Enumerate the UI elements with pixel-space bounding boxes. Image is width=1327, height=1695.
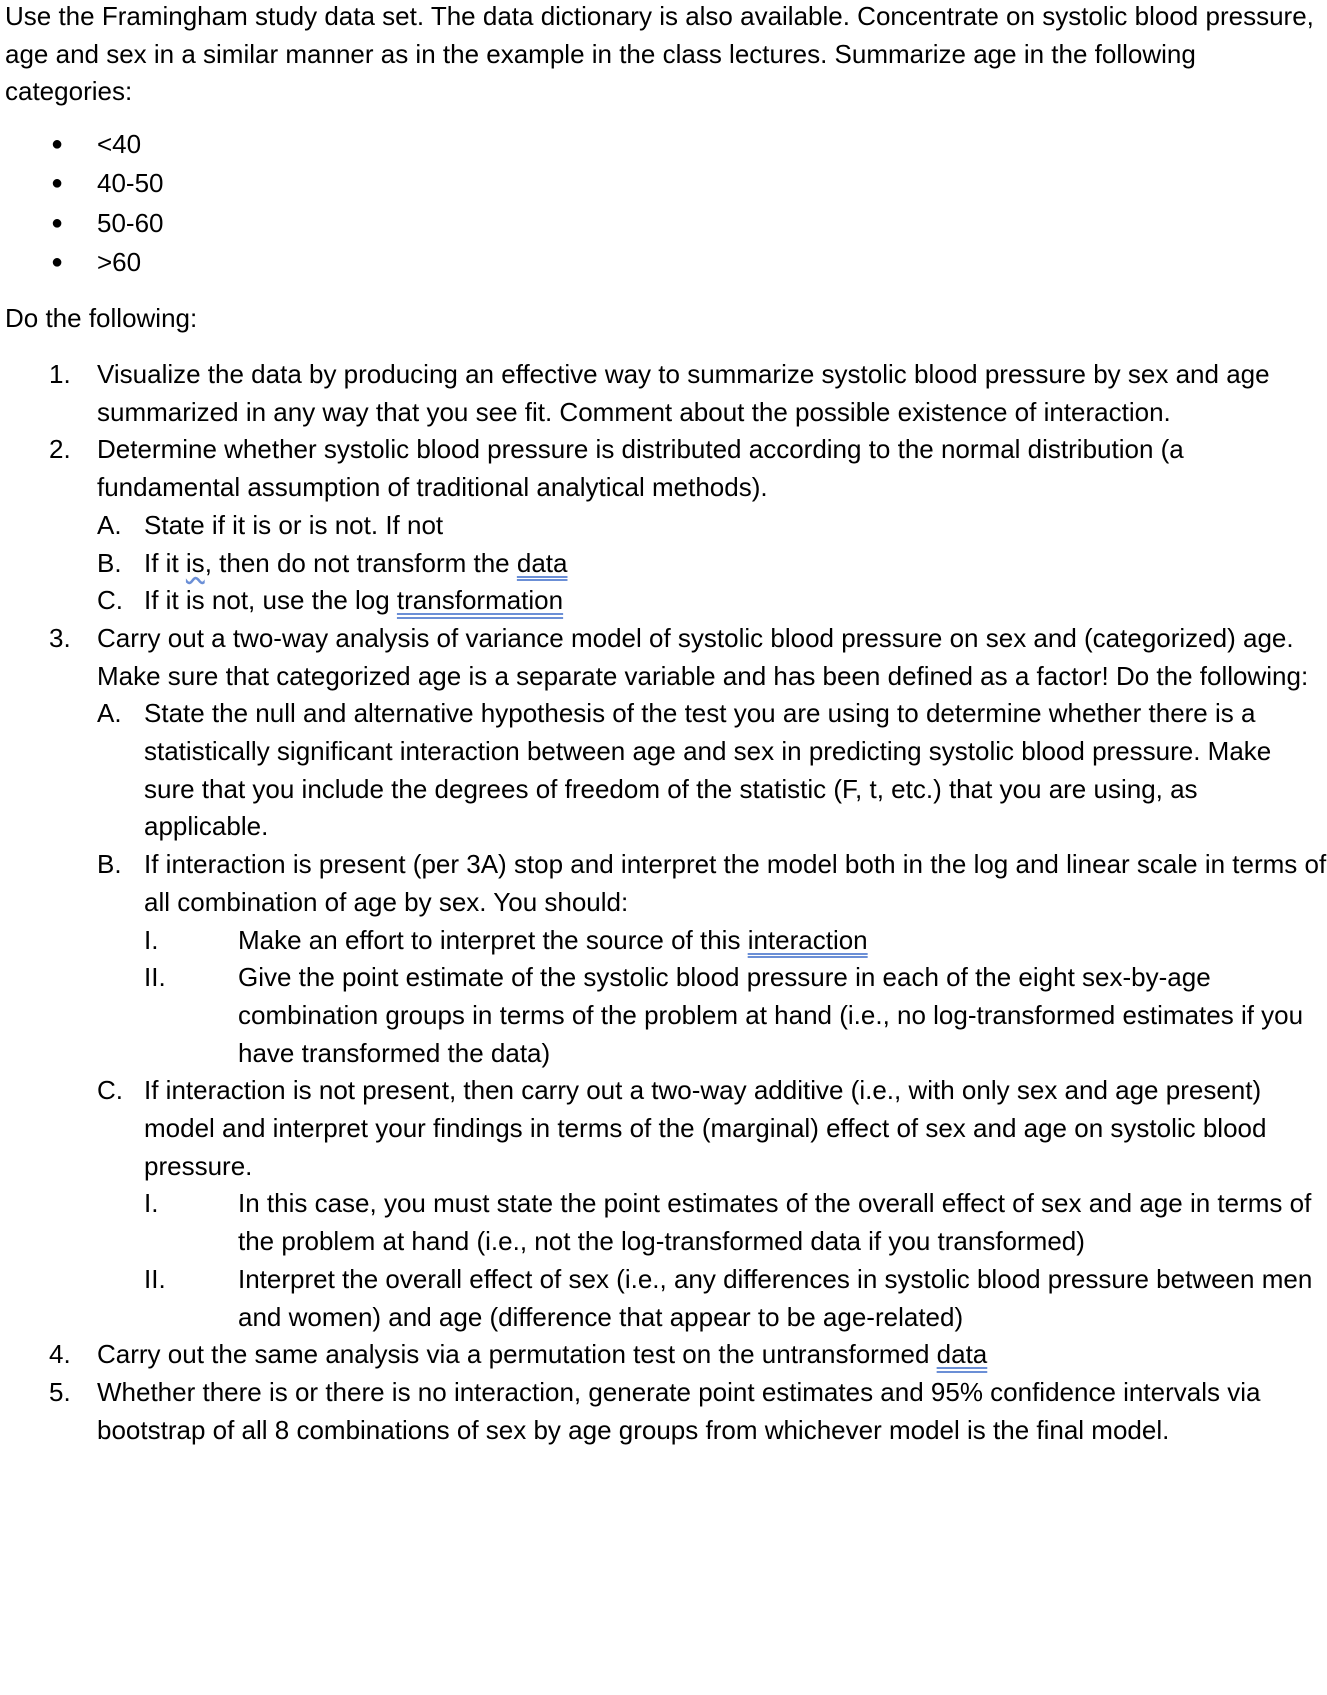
list-item: ● 40-50 <box>5 164 1327 203</box>
task-3b-i: I. Make an effort to interpret the source of this interaction <box>144 922 1327 960</box>
sub-label: B. <box>97 547 122 578</box>
task-3c <box>97 1072 1327 1336</box>
sub-label: A. <box>97 509 122 540</box>
style-flag: interaction <box>747 924 868 955</box>
sub-text: If interaction is present (per 3A) stop and interpret the model both in the log and linear scale in terms of all combination of age by sex. You should: <box>144 849 1327 917</box>
sub-label: B. <box>97 849 122 880</box>
task-3c-i: I. In this case, you must state the point estimates of the overall effect of sex and age in terms of the problem at hand (i.e., not the log-transformed data if you transformed) <box>144 1185 1327 1260</box>
task-text: Visualize the data by producing an effective way to summarize systolic blood pressure by sex and age summarized in any way that you see fit. Comment about the possible existence of interaction. <box>97 359 1270 427</box>
task-2 <box>5 431 1327 620</box>
task-number: 3. <box>49 622 71 653</box>
bullet-icon: ● <box>51 211 64 234</box>
task-4: 4. Carry out the same analysis via a permutation test on the untransformed data <box>5 1336 1327 1374</box>
task-2a <box>97 507 1327 545</box>
task-3b-ii: II. Give the point estimate of the systolic blood pressure in each of the eight sex-by-age combination groups in terms of the problem at hand (i.e., no log-transformed estimates if you have transformed the data) <box>144 959 1327 1072</box>
sub-text: State the null and alternative hypothesis of the test you are using to determine whether there is a statistically significant interaction between age and sex in predicting systolic blood pressure. Make sure that you include the degrees of freedom of the statistic (F, t, etc.) that you are using, as applicable. <box>144 698 1272 842</box>
task-3 <box>5 620 1327 1336</box>
style-flag: transformation <box>396 585 564 616</box>
task-text: Carry out a two-way analysis of variance model of systolic blood pressure on sex and (categorized) age. Make sure that categorized age is a separate variable and has been defined as a factor! Do the following: <box>97 622 1309 691</box>
style-flag: data <box>936 1339 988 1370</box>
task-1 <box>5 356 1327 431</box>
sub-text: If interaction is not present, then carry out a two-way additive (i.e., with only sex and age present) model and interpret your findings in terms of the (marginal) effect of sex and age on systolic blood pressure. <box>144 1075 1267 1181</box>
sub-label: C. <box>97 1075 123 1106</box>
sub-label: C. <box>97 585 123 616</box>
do-following-heading: Do the following: <box>5 303 198 334</box>
age-category-list <box>5 125 1327 282</box>
roman-label: II. <box>144 962 166 993</box>
roman-label: I. <box>144 1188 159 1219</box>
task-2c: C. If it is not, use the log transformation <box>97 582 1327 620</box>
bullet-icon: ● <box>51 133 64 156</box>
task-number: 4. <box>49 1339 71 1370</box>
sub-label: A. <box>97 698 122 729</box>
task-list <box>5 356 1327 1449</box>
list-item: ● <40 <box>5 125 1327 164</box>
sub-text: State if it is or is not. If not <box>144 509 444 540</box>
task-3b <box>97 846 1327 1072</box>
task-5 <box>5 1374 1327 1449</box>
task-text: Determine whether systolic blood pressure is distributed according to the normal distribution (a fundamental assumption of traditional analytical methods). <box>97 434 1184 503</box>
roman-label: I. <box>144 924 159 955</box>
task-number: 2. <box>49 434 71 465</box>
grammar-flag: is <box>185 547 205 578</box>
list-item: ● 50-60 <box>5 204 1327 243</box>
list-item: ● >60 <box>5 243 1327 282</box>
task-3a <box>97 695 1327 846</box>
intro-paragraph: Use the Framingham study data set. The data dictionary is also available. Concentrate on systolic blood pressure, age and sex in a similar manner as in the example in the class lectures. Summarize age in the following categories: <box>5 1 1314 107</box>
task-2b: B. If it is, then do not transform the data <box>97 545 1327 583</box>
task-number: 5. <box>49 1376 71 1407</box>
task-text: Whether there is or there is no interaction, generate point estimates and 95% confidence intervals via bootstrap of all 8 combinations of sex by age groups from whichever model is the final model. <box>97 1376 1261 1445</box>
roman-label: II. <box>144 1263 166 1294</box>
task-number: 1. <box>49 359 71 389</box>
bullet-icon: ● <box>51 172 64 195</box>
bullet-icon: ● <box>51 251 64 273</box>
task-3c-ii: II. Interpret the overall effect of sex (i.e., any differences in systolic blood pressure between men and women) and age (difference that appear to be age-related) <box>144 1261 1327 1336</box>
style-flag: data <box>516 547 568 578</box>
